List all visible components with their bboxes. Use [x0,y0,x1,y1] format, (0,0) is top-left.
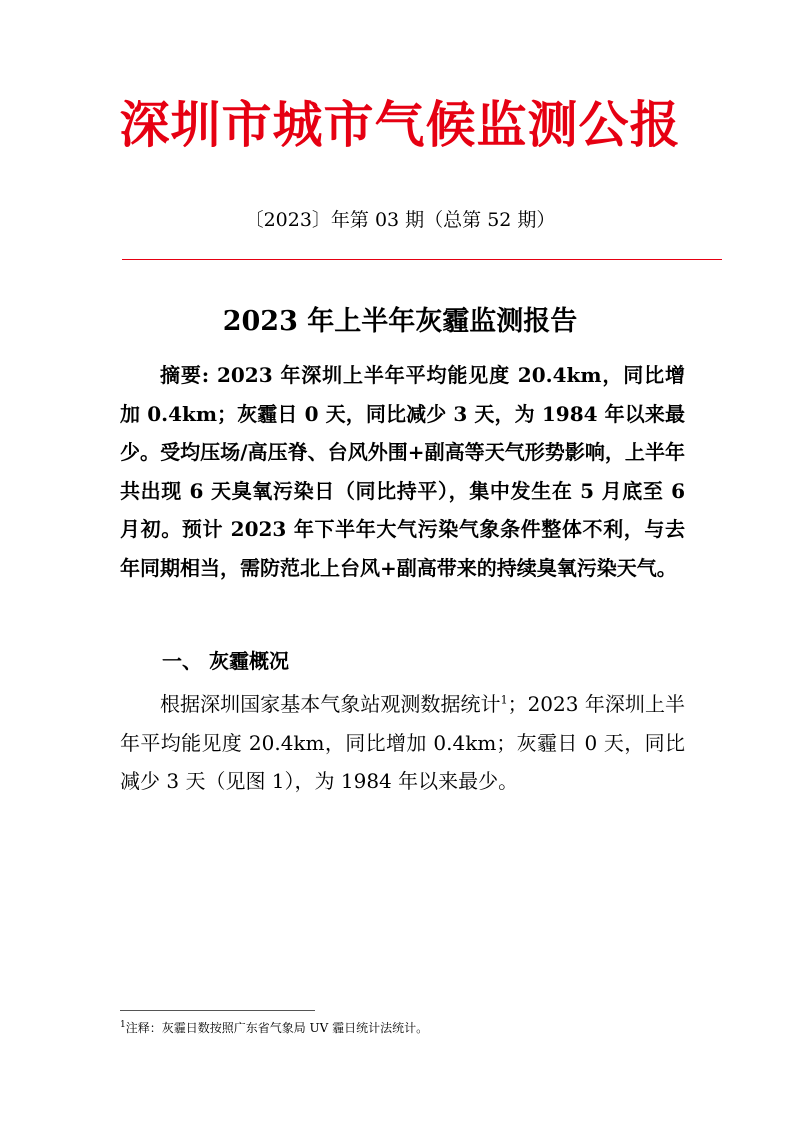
section-paragraph [120,685,685,801]
issue-number: 〔2023〕年第 03 期（总第 52 期） [244,209,556,231]
section-heading: 一、 灰霾概况 [162,649,289,673]
footnote [120,1019,720,1037]
paragraph-text-start: 根据深圳国家基本气象站观测数据统计 [160,692,501,716]
abstract-label: 摘要: [160,363,210,387]
masthead-title: 深圳市城市气候监测公报 [119,95,681,154]
footnote-divider [120,1010,315,1011]
report-title: 2023 年上半年灰霾监测报告 [222,306,578,337]
footnote-marker: 1 [120,1020,126,1030]
abstract-paragraph [120,356,685,587]
footnote-text: 注释：灰霾日数按照广东省气象局 UV 霾日统计法统计。 [125,1021,429,1035]
paragraph-text-end: ；2023 年深圳上半年平均能见度 20.4km，同比增加 0.4km；灰霾日 0 天，同比减少 3 天（见图 1），为 1984 年以来最少。 [120,692,686,793]
header-divider [122,259,722,260]
abstract-text: 2023 年深圳上半年平均能见度 20.4km，同比增加 0.4km；灰霾日 0 天，同比减少 3 天，为 1984 年以来最少。受均压场/高压脊、台风外围+副高等天气形势影响，上半年共出现 6 天臭氧污染日（同比持平），集中发生在 5 月底至 6 月初。预计 2023 年下半年大气污染气象条件整体不利，与去年同期相当，需防范北上台风+副高带来的持续臭氧污染天气。 [120,363,685,580]
footnote-reference[interactable]: 1 [500,693,508,707]
